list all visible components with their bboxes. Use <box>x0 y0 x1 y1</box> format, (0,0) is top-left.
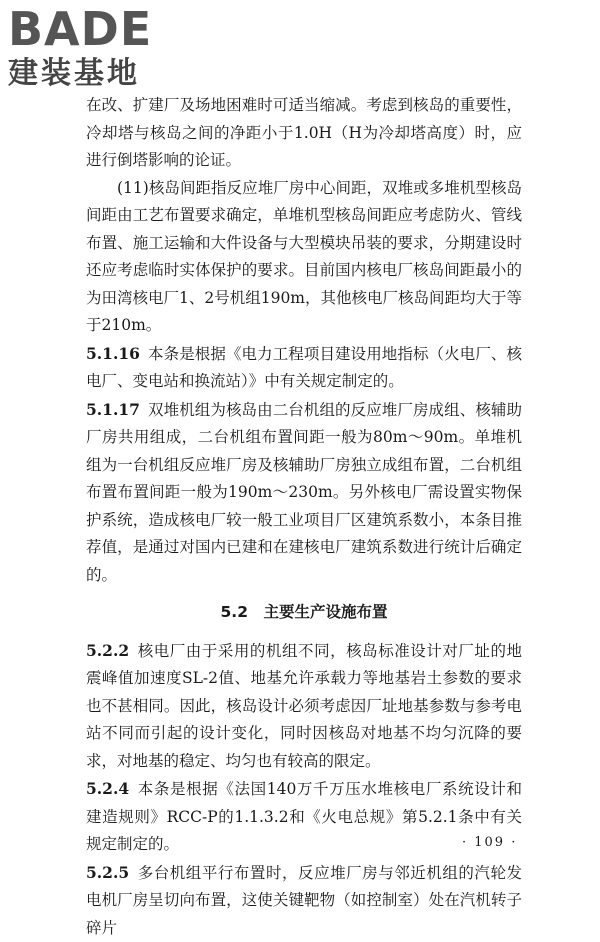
clause-5-2-4 <box>86 775 522 859</box>
page-body <box>86 92 522 942</box>
clause-text: 核电厂由于采用的机组不同，核岛标准设计对厂址的地震峰值加速度SL-2值、地基允许承载力等地基岩土参数的要求也不甚相同。因此，核岛设计必须考虑因厂址地基参数与参考电站不同而引起的设计变化，同时因核岛对地基不均匀沉降的要求，对地基的稳定、均匀也有较高的限定。 <box>86 642 522 770</box>
clause-5-2-5 <box>86 859 522 942</box>
clause-number: 5.2.2 <box>86 641 129 660</box>
clause-number: 5.1.16 <box>86 344 140 363</box>
section-heading: 5.2 主要生产设施布置 <box>86 599 522 627</box>
clause-text: 多台机组平行布置时，反应堆厂房与邻近机组的汽轮发电机厂房呈切向布置，这使关键靶物（如控制室）处在汽机转子碎片 <box>86 864 522 937</box>
clause-number: 5.2.5 <box>86 863 129 882</box>
clause-text: 双堆机组为核岛由二台机组的反应堆厂房成组、核辅助厂房共用组成，二台机组布置间距一般为80m～90m。单堆机组为一台机组反应堆厂房及核辅助厂房独立成组布置，二台机组布置布置间距一般为190m～230m。另外核电厂需设置实物保护系统，造成核电厂较一般工业项目厂区建筑系数小，本条目推荐值，是通过对国内已建和在建核电厂建筑系数进行统计后确定的。 <box>86 401 522 584</box>
paragraph-continued: 在改、扩建厂及场地困难时可适当缩减。考虑到核岛的重要性，冷却塔与核岛之间的净距小于1.0H（H为冷却塔高度）时，应进行倒塔影响的论证。 <box>86 92 522 175</box>
paragraph-item-11: (11)核岛间距指反应堆厂房中心间距，双堆或多堆机型核岛间距由工艺布置要求确定，单堆机型核岛间距应考虑防火、管线布置、施工运输和大件设备与大型模块吊装的要求，分期建设时还应考虑临时实体保护的要求。目前国内核电厂核岛间距最小的为田湾核电厂1、2号机组190m，其他核电厂核岛间距均大于等于210m。 <box>86 175 522 340</box>
logo-wordmark: BADE <box>8 4 178 54</box>
page-number: · 109 · <box>462 835 517 850</box>
clause-5-2-2 <box>86 637 522 776</box>
bade-logo <box>8 4 178 92</box>
clause-number: 5.1.17 <box>86 400 140 419</box>
clause-5-1-17 <box>86 396 522 590</box>
clause-5-1-16 <box>86 340 522 396</box>
clause-text: 本条是根据《电力工程项目建设用地指标（火电厂、核电厂、变电站和换流站）》中有关规定制定的。 <box>86 345 522 391</box>
logo-chinese-text: 建装基地 <box>8 56 178 92</box>
clause-number: 5.2.4 <box>86 779 129 798</box>
clause-text: 本条是根据《法国140万千万压水堆核电厂系统设计和建造规则》RCC-P的1.1.3.2和《火电总规》第5.2.1条中有关规定制定的。 <box>86 780 522 853</box>
